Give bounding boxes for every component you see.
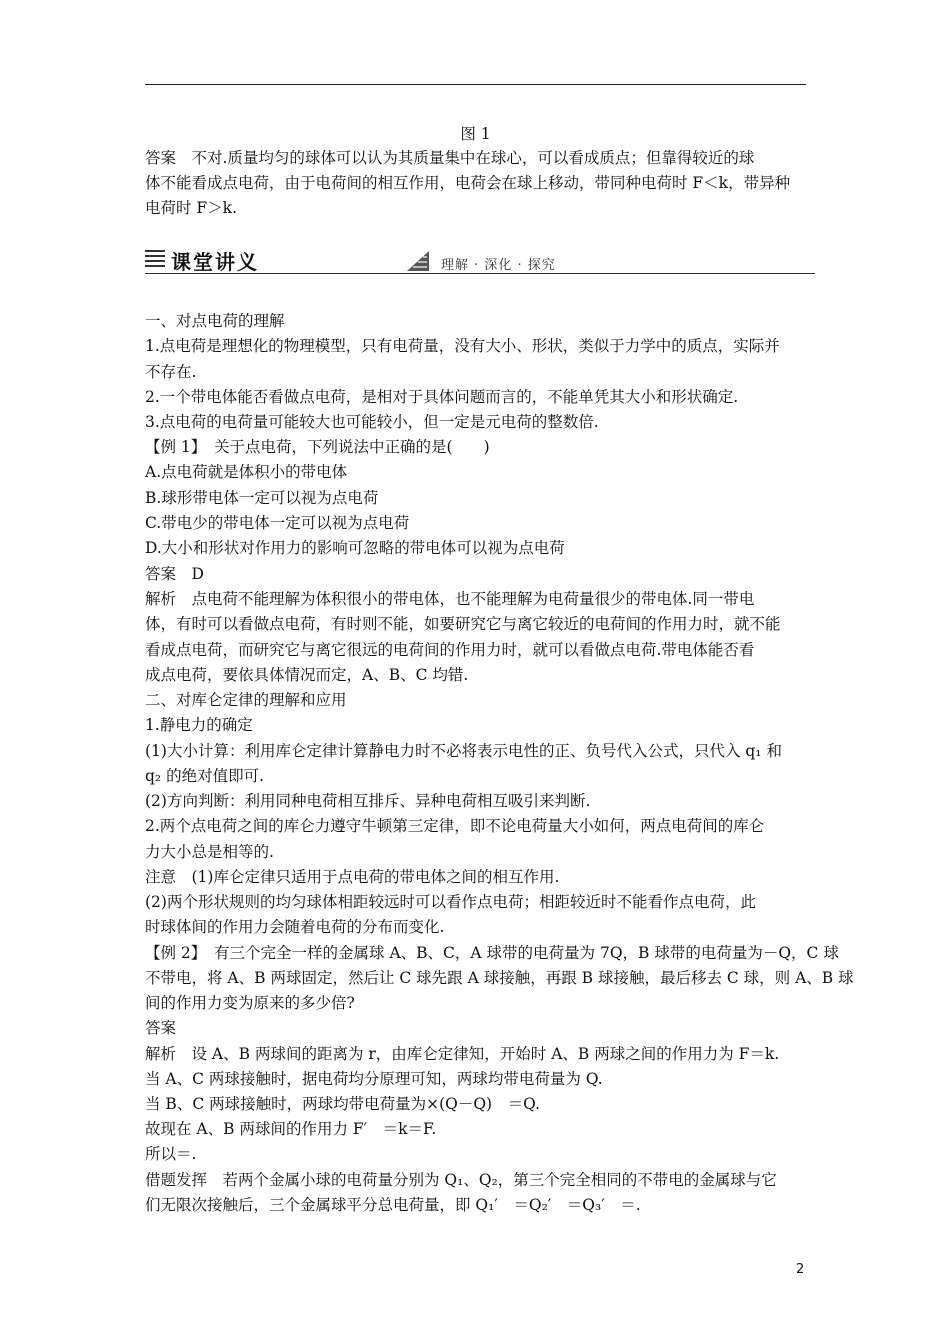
body-line: 看成点电荷，而研究它与离它很远的电荷间的作用力时，就可以看做点电荷.带电体能否看 [145, 641, 755, 659]
section-subtitle: 理解 · 深化 · 探究 [441, 258, 556, 273]
body-line: 解析 点电荷不能理解为体积很小的带电体，也不能理解为电荷量很少的带电体.同一带电 [145, 590, 755, 608]
body-line: 二、对库仑定律的理解和应用 [145, 691, 347, 709]
body-line: 1.点电荷是理想化的物理模型，只有电荷量，没有大小、形状，类似于力学中的质点，实际并 [145, 337, 780, 355]
section-banner [145, 245, 815, 275]
body-line: 2.两个点电荷之间的库仑力遵守牛顿第三定律，即不论电荷量大小如何，两点电荷间的库仑 [145, 817, 765, 835]
intro-line-3: 电荷时 F＞k. [145, 199, 238, 217]
body-line: B.球形带电体一定可以视为点电荷 [145, 489, 379, 507]
body-line: (2)两个形状规则的均匀球体相距较远时可以看作点电荷；相距较近时不能看作点电荷，此 [145, 893, 756, 911]
body-line: 间的作用力变为原来的多少倍? [145, 994, 355, 1012]
page-number: 2 [796, 1262, 805, 1277]
section-title: 课堂讲义 [171, 250, 259, 274]
body-line: 成点电荷，要依具体情况而定，A、B、C 均错. [145, 666, 469, 684]
intro-line-1: 答案 不对.质量均匀的球体可以认为其质量集中在球心，可以看成质点；但靠得较近的球 [145, 149, 755, 167]
body-line: q₂ 的绝对值即可. [145, 767, 264, 785]
banner-underline [145, 273, 815, 274]
body-line: 时球体间的作用力会随着电荷的分布而变化. [145, 918, 445, 936]
body-line: 1.静电力的确定 [145, 716, 253, 734]
body-line: D.大小和形状对作用力的影响可忽略的带电体可以视为点电荷 [145, 539, 565, 557]
banner-wedge-icon [407, 251, 429, 271]
body-line: 力大小总是相等的. [145, 843, 274, 861]
figure-caption: 图 1 [460, 125, 491, 143]
body-line: 2.一个带电体能否看做点电荷，是相对于具体问题而言的，不能单凭其大小和形状确定. [145, 388, 739, 406]
body-line: (2)方向判断：利用同种电荷相互排斥、异种电荷相互吸引来判断. [145, 792, 591, 810]
body-line: 故现在 A、B 两球间的作用力 F′ ＝k＝F. [145, 1120, 437, 1138]
body-line: 答案 [145, 1019, 177, 1037]
intro-line-2: 体不能看成点电荷，由于电荷间的相互作用，电荷会在球上移动，带同种电荷时 F＜k，带异种 [145, 174, 791, 192]
body-line: 解析 设 A、B 两球间的距离为 r，由库仑定律知，开始时 A、B 两球之间的作用力为 F＝k. [145, 1045, 780, 1063]
body-line: 所以＝. [145, 1145, 197, 1163]
body-line: 当 B、C 两球接触时，两球均带电荷量为×(Q－Q) ＝Q. [145, 1095, 540, 1113]
body-line: (1)大小计算：利用库仑定律计算静电力时不必将表示电性的正、负号代入公式，只代入 q₁ 和 [145, 742, 782, 760]
body-line: 3.点电荷的电荷量可能较大也可能较小，但一定是元电荷的整数倍. [145, 413, 599, 431]
body-line: 答案 D [145, 565, 204, 583]
body-line: 一、对点电荷的理解 [145, 312, 285, 330]
body-line: 【例 2】 有三个完全一样的金属球 A、B、C，A 球带的电荷量为 7Q，B 球带的电荷量为－Q，C 球 [145, 944, 839, 962]
body-line: A.点电荷就是体积小的带电体 [145, 463, 348, 481]
body-line: 们无限次接触后，三个金属球平分总电荷量，即 Q₁′ ＝Q₂′ ＝Q₃′ ＝. [145, 1196, 641, 1214]
banner-stripes-icon [145, 250, 165, 270]
body-line: 体，有时可以看做点电荷，有时则不能，如要研究它与离它较近的电荷间的作用力时，就不能 [145, 615, 781, 633]
body-line: C.带电少的带电体一定可以视为点电荷 [145, 514, 410, 532]
body-line: 不带电，将 A、B 两球固定，然后让 C 球先跟 A 球接触，再跟 B 球接触，最后移去 C 球，则 A、B 球 [145, 969, 854, 987]
body-line: 【例 1】 关于点电荷，下列说法中正确的是( ) [145, 438, 490, 456]
body-line: 借题发挥 若两个金属小球的电荷量分别为 Q₁、Q₂，第三个完全相同的不带电的金属球与它 [145, 1171, 777, 1189]
body-line: 当 A、C 两球接触时，据电荷均分原理可知，两球均带电荷量为 Q. [145, 1070, 603, 1088]
header-rule [145, 84, 806, 85]
body-line: 注意 (1)库仑定律只适用于点电荷的带电体之间的相互作用. [145, 868, 560, 886]
body-line: 不存在. [145, 363, 197, 381]
